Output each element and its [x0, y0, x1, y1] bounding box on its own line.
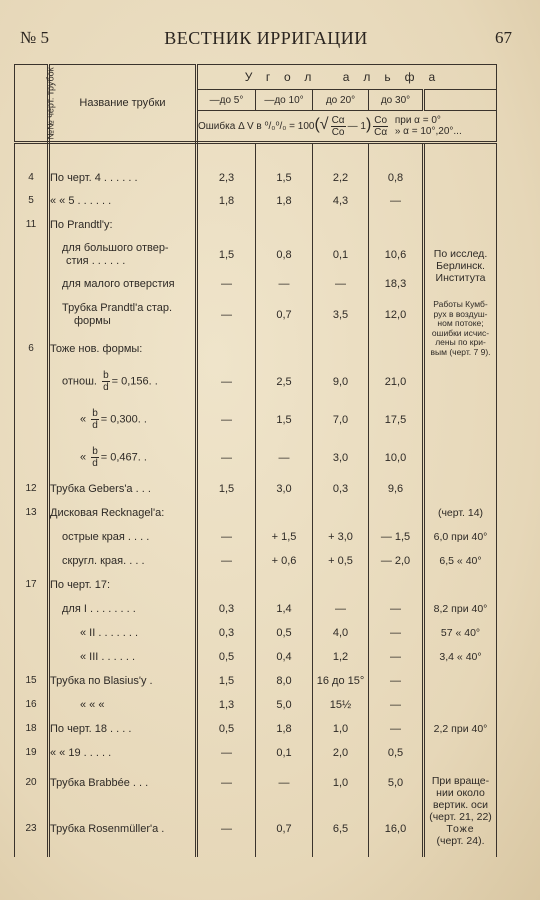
data-table — [14, 64, 497, 857]
table-row: для малого отверстия — — — 18,3 — [15, 273, 497, 295]
remark-rotation: При враще- нии около вертик. оси (черт. 21, 22) Тоже (черт. 24). — [424, 765, 497, 857]
table-row: 4 По черт. 4 . . . . . . 2,3 1,5 2,2 0,8 — [15, 167, 497, 189]
angle-col-10: —до 10° — [256, 90, 313, 111]
angle-col-20: до 20° — [313, 90, 369, 111]
table-row: « $\frac{b}{d}$ = 0,467. . — — 3,0 10,0 — [15, 439, 497, 477]
angle-col-5: —до 5° — [197, 90, 256, 111]
table-row: 6 Тоже нов. формы: — [15, 335, 497, 363]
error-formula: Ошибка Δ V в ⁰/₀⁰/₀ = 100(√ $\frac{C\alpha}{Co}$ — 1) $\frac{Co}{C\alpha}$ при α = 0° » α = 10°,20°... — [197, 111, 497, 143]
spacer-row — [15, 143, 497, 167]
table-row: 23 Трубка Rosenmüller'a . — 0,7 6,5 16,0 — [15, 801, 497, 857]
table-row: « III . . . . . . 0,5 0,4 1,2 — 3,4 « 40° — [15, 645, 497, 669]
col-name-header: Название трубки — [49, 65, 197, 143]
table-row: « II . . . . . . . 0,3 0,5 4,0 — 57 « 40° — [15, 621, 497, 645]
table-row: для I . . . . . . . . 0,3 1,4 — — 8,2 при 40° — [15, 597, 497, 621]
table-row: 15 Трубка по Blasius'y . 1,5 8,0 16 до 15° — — [15, 669, 497, 693]
table-row: 5 « « 5 . . . . . . 1,8 1,8 4,3 — — [15, 189, 497, 213]
journal-title: ВЕСТНИК ИРРИГАЦИИ — [164, 28, 368, 48]
table-row: 19 « « 19 . . . . . — 0,1 2,0 0,5 — [15, 741, 497, 765]
table-row: 20 Трубка Brabbée . . . — — 1,0 5,0 При враще- нии около вертик. оси (черт. 21, 22) Тоже (черт. 24). — [15, 765, 497, 801]
table-row: 13 Дисковая Recknagel'a: (черт. 14) — [15, 501, 497, 525]
table-row: скругл. края. . . . — + 0,6 + 0,5 — 2,0 6,5 « 40° — [15, 549, 497, 573]
table-row: 18 По черт. 18 . . . . 0,5 1,8 1,0 — 2,2 при 40° — [15, 717, 497, 741]
remark-kumbruh: Работы Кумб- рух в воздуш- ном потоке; ошибки исчис- лены по кри- вым (черт. 7 9). — [424, 295, 497, 363]
table-row: Трубка Prandtl'a стар. формы — 0,7 3,5 12,0 Работы Кумб- рух в воздуш- ном потоке; ошибки исчис- лены по кри- вым (черт. 7 9). — [15, 295, 497, 335]
page-number: 67 — [495, 28, 512, 47]
table-row: острые края . . . . — + 1,5 + 3,0 — 1,5 6,0 при 40° — [15, 525, 497, 549]
col-num-header: №№ черт. трубок — [15, 65, 49, 143]
table-row: « $\frac{b}{d}$ = 0,300. . — 1,5 7,0 17,5 — [15, 401, 497, 439]
remark-berlin: По исслед. Берлинск. Института — [424, 237, 497, 295]
table-row: 16 « « « 1,3 5,0 15½ — — [15, 693, 497, 717]
angle-col-30: до 30° — [369, 90, 424, 111]
running-head — [20, 28, 512, 50]
table-row: 11 По Prandtl'y: — [15, 213, 497, 237]
angle-col-blank — [424, 90, 497, 111]
angle-header: Угол альфа — [197, 65, 497, 90]
table-row: 17 По черт. 17: — [15, 573, 497, 597]
table-row: отнош. $\frac{b}{d}$ = 0,156. . — 2,5 9,0 21,0 — [15, 363, 497, 401]
header-row-1 — [15, 65, 497, 90]
table-row: 12 Трубка Gebers'a . . . 1,5 3,0 0,3 9,6 — [15, 477, 497, 501]
issue-number: № 5 — [20, 28, 49, 47]
table-row: для большого отвер- стия . . . . . . 1,5 0,8 0,1 10,6 По исслед. Берлинск. Института — [15, 237, 497, 273]
